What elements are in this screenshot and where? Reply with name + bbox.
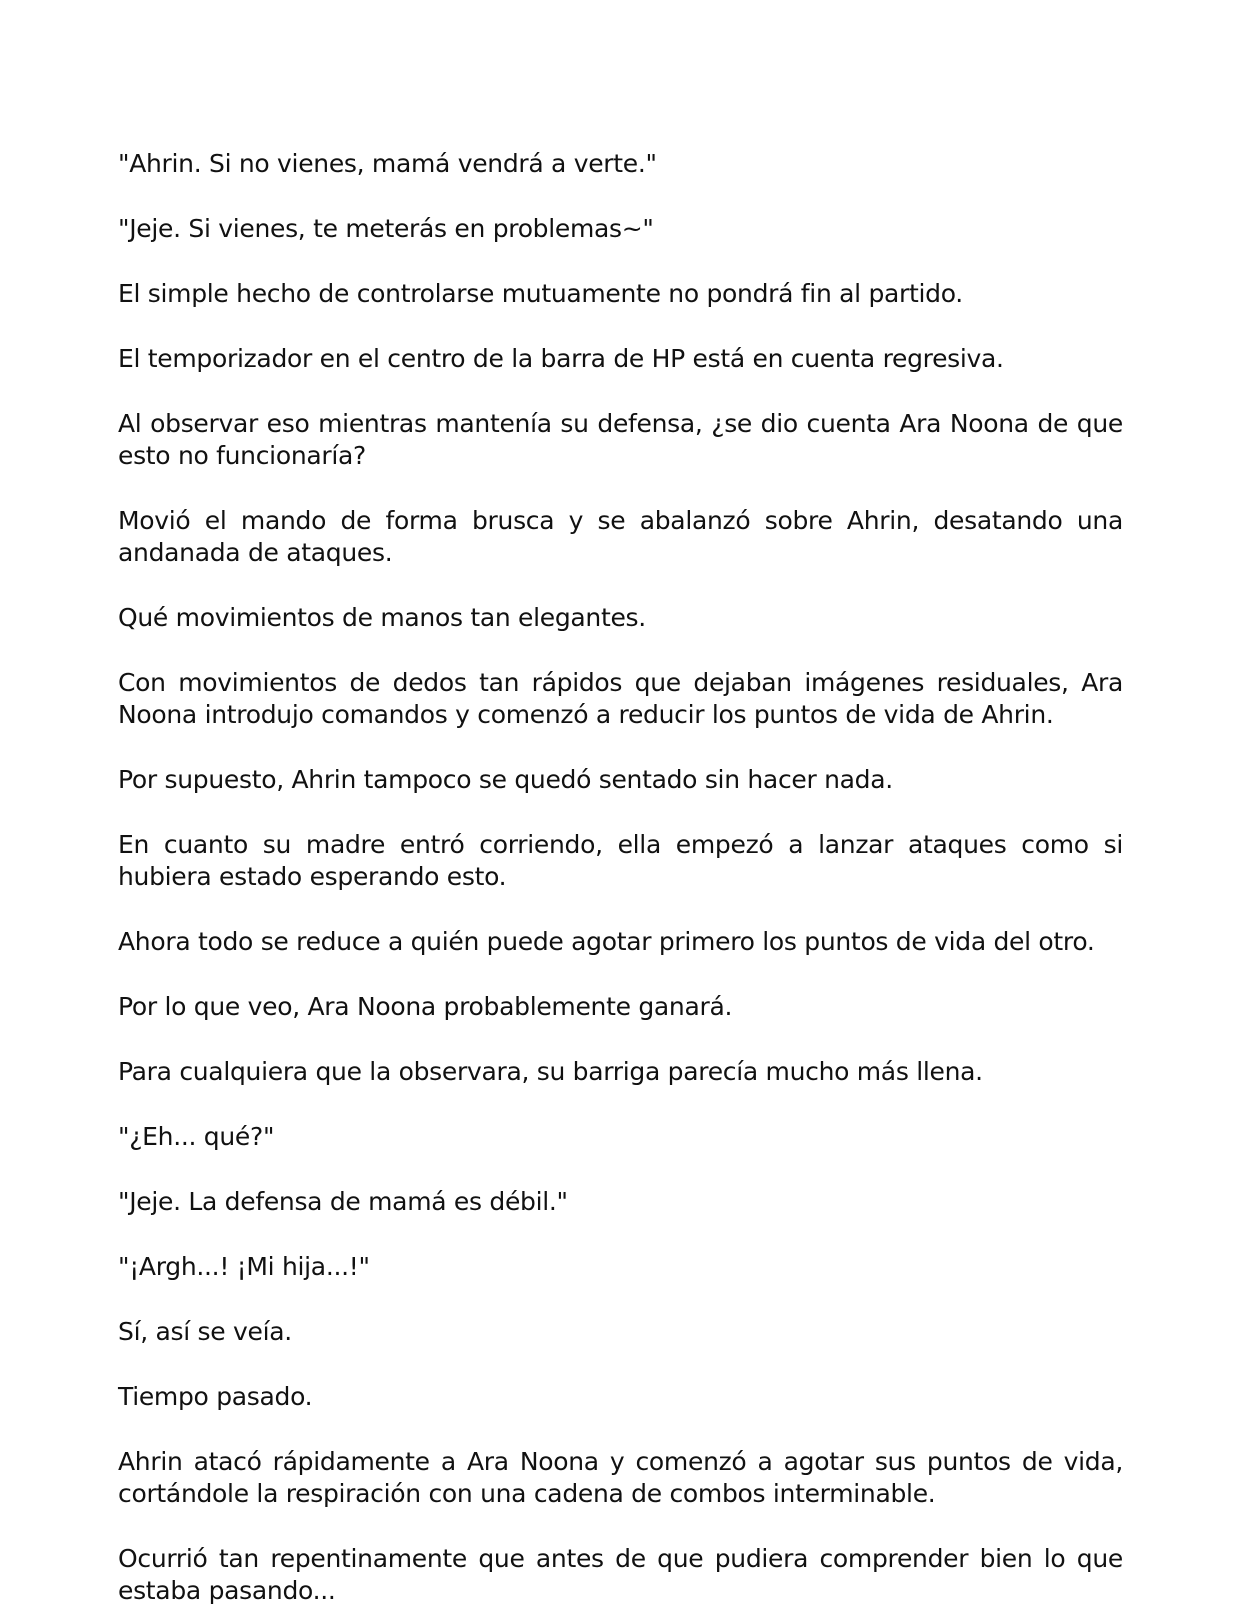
body-text — [118, 148, 1123, 1607]
paragraph: "¿Eh... qué?" — [118, 1122, 275, 1151]
paragraph: Sí, así se veía. — [118, 1317, 292, 1346]
paragraph: "Ahrin. Si no vienes, mamá vendrá a verte." — [118, 149, 657, 178]
paragraph: Al observar eso mientras mantenía su defensa, ¿se dio cuenta Ara Noona de que esto no funcionaría? — [118, 409, 1123, 470]
paragraph: Ocurrió tan repentinamente que antes de que pudiera comprender bien lo que estaba pasando... — [118, 1544, 1123, 1605]
paragraph: Qué movimientos de manos tan elegantes. — [118, 603, 646, 632]
paragraph: En cuanto su madre entró corriendo, ella empezó a lanzar ataques como si hubiera estado esperando esto. — [118, 830, 1123, 891]
paragraph: "Jeje. Si vienes, te meterás en problemas~" — [118, 214, 654, 243]
paragraph: Tiempo pasado. — [118, 1382, 313, 1411]
paragraph: Para cualquiera que la observara, su barriga parecía mucho más llena. — [118, 1057, 983, 1086]
paragraph: El temporizador en el centro de la barra de HP está en cuenta regresiva. — [118, 344, 1004, 373]
paragraph: Movió el mando de forma brusca y se abalanzó sobre Ahrin, desatando una andanada de ataques. — [118, 506, 1123, 567]
paragraph: Ahrin atacó rápidamente a Ara Noona y comenzó a agotar sus puntos de vida, cortándole la respiración con una cadena de combos interminable. — [118, 1447, 1123, 1508]
paragraph: "Jeje. La defensa de mamá es débil." — [118, 1187, 568, 1216]
paragraph: Por supuesto, Ahrin tampoco se quedó sentado sin hacer nada. — [118, 765, 893, 794]
paragraph: "¡Argh...! ¡Mi hija...!" — [118, 1252, 370, 1281]
paragraph: Ahora todo se reduce a quién puede agotar primero los puntos de vida del otro. — [118, 927, 1095, 956]
paragraph: Por lo que veo, Ara Noona probablemente ganará. — [118, 992, 733, 1021]
paragraph: Con movimientos de dedos tan rápidos que dejaban imágenes residuales, Ara Noona introdujo comandos y comenzó a reducir los puntos de vida de Ahrin. — [118, 668, 1123, 729]
paragraph: El simple hecho de controlarse mutuamente no pondrá fin al partido. — [118, 279, 963, 308]
